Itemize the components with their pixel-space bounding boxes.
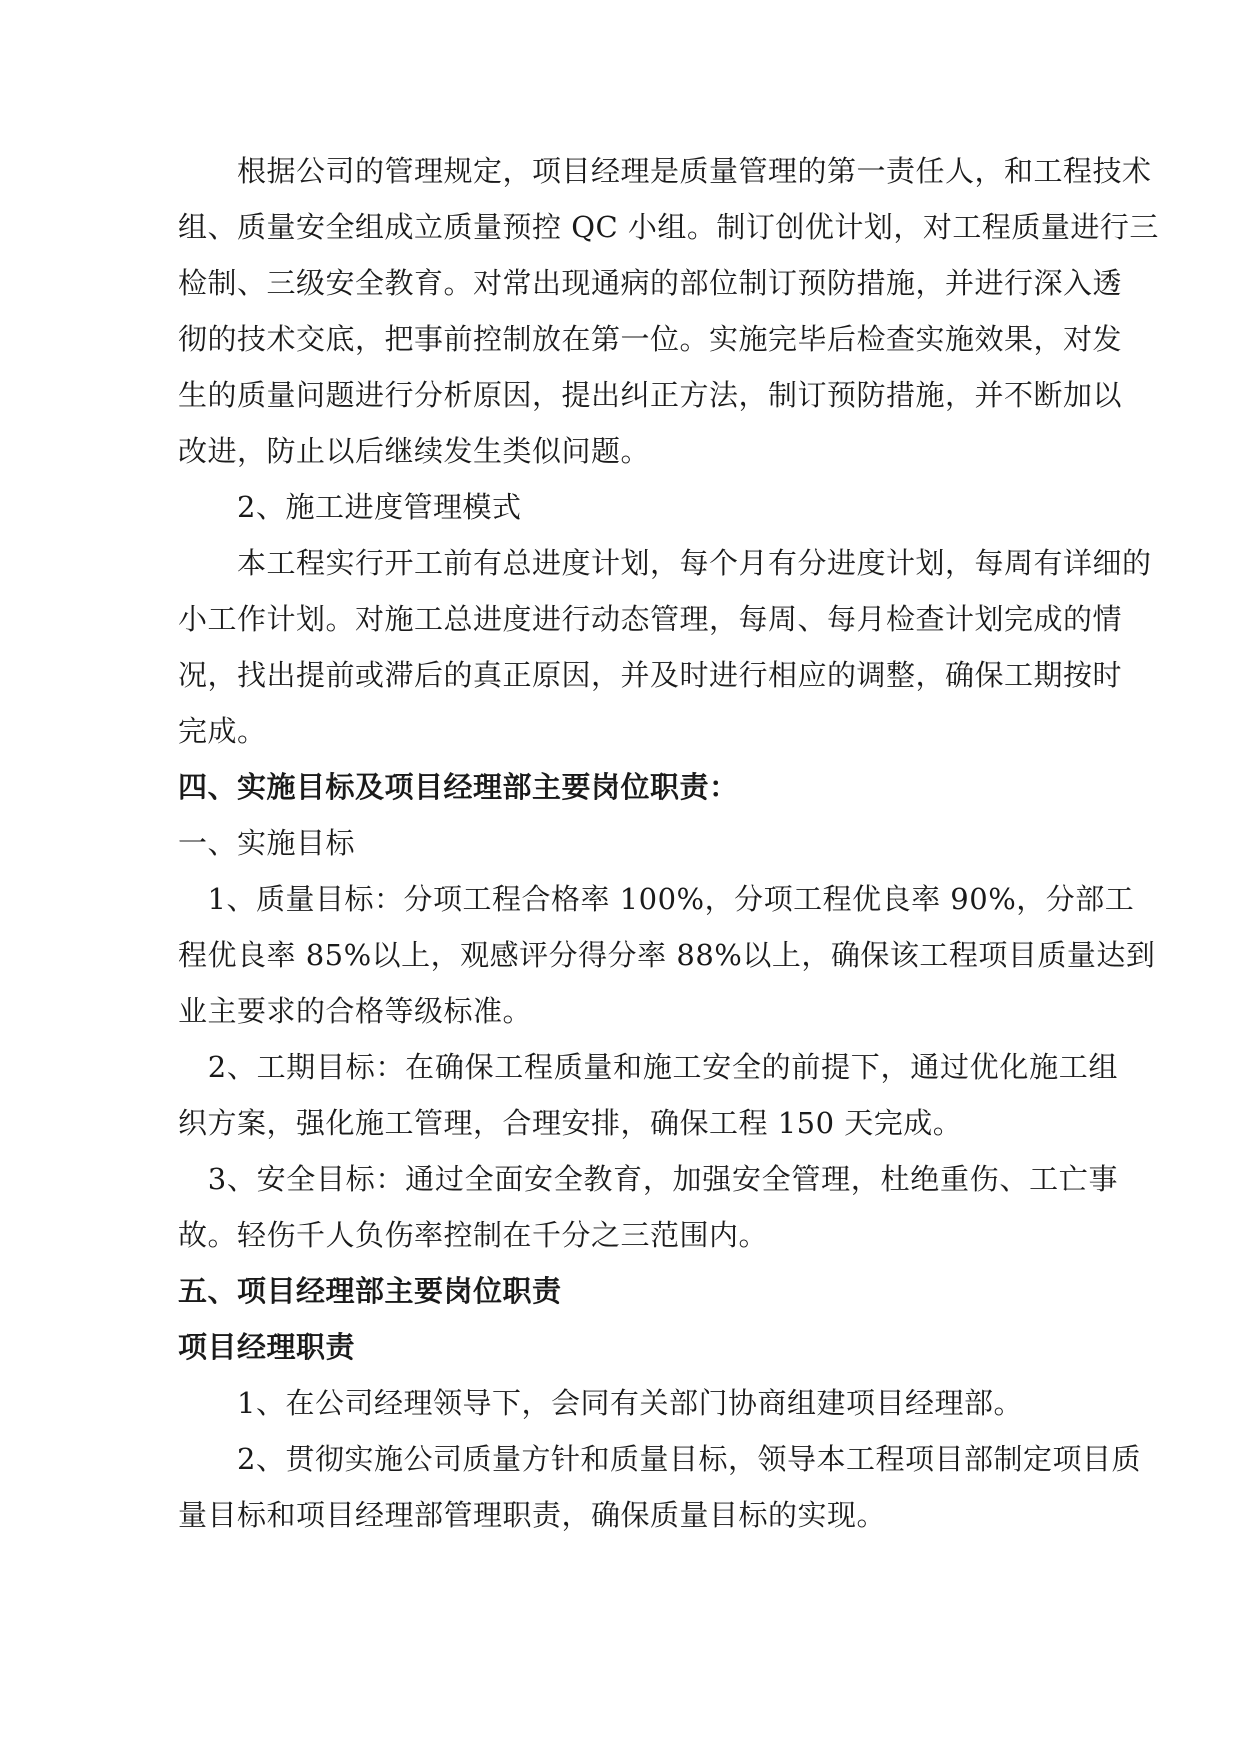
text-line: 1、在公司经理领导下，会同有关部门协商组建项目经理部。 — [178, 1386, 1023, 1420]
text-line: 2、贯彻实施公司质量方针和质量目标，领导本工程项目部制定项目质 — [178, 1442, 1141, 1476]
subsection-heading: 项目经理职责 — [178, 1330, 356, 1364]
text-line: 故。轻伤千人负伤率控制在千分之三范围内。 — [178, 1218, 769, 1252]
section-subheading: 一、实施目标 — [178, 826, 356, 860]
text-line: 本工程实行开工前有总进度计划，每个月有分进度计划，每周有详细的 — [178, 546, 1152, 580]
section-heading: 五、项目经理部主要岗位职责 — [178, 1274, 562, 1308]
section-subheading: 2、施工进度管理模式 — [178, 490, 522, 524]
text-line: 完成。 — [178, 714, 267, 748]
text-line: 彻的技术交底，把事前控制放在第一位。实施完毕后检查实施效果，对发 — [178, 322, 1123, 356]
text-line: 业主要求的合格等级标准。 — [178, 994, 533, 1028]
text-line: 织方案，强化施工管理，合理安排，确保工程 150 天完成。 — [178, 1106, 963, 1140]
text-line: 况，找出提前或滞后的真正原因，并及时进行相应的调整，确保工期按时 — [178, 658, 1123, 692]
text-line: 程优良率 85%以上，观感评分得分率 88%以上，确保该工程项目质量达到 — [178, 938, 1156, 972]
text-line: 组、质量安全组成立质量预控 QC 小组。制订创优计划，对工程质量进行三 — [178, 210, 1159, 244]
text-line: 改进，防止以后继续发生类似问题。 — [178, 434, 651, 468]
text-line: 1、质量目标：分项工程合格率 100%，分项工程优良率 90%，分部工 — [178, 882, 1135, 916]
text-line: 量目标和项目经理部管理职责，确保质量目标的实现。 — [178, 1498, 887, 1532]
text-line: 3、安全目标：通过全面安全教育，加强安全管理，杜绝重伤、工亡事 — [178, 1162, 1118, 1196]
text-line: 根据公司的管理规定，项目经理是质量管理的第一责任人，和工程技术 — [178, 154, 1152, 188]
text-line: 生的质量问题进行分析原因，提出纠正方法，制订预防措施，并不断加以 — [178, 378, 1123, 412]
text-line: 2、工期目标：在确保工程质量和施工安全的前提下，通过优化施工组 — [178, 1050, 1118, 1084]
section-heading: 四、实施目标及项目经理部主要岗位职责： — [178, 770, 739, 804]
text-line: 小工作计划。对施工总进度进行动态管理，每周、每月检查计划完成的情 — [178, 602, 1123, 636]
text-line: 检制、三级安全教育。对常出现通病的部位制订预防措施，并进行深入透 — [178, 266, 1123, 300]
